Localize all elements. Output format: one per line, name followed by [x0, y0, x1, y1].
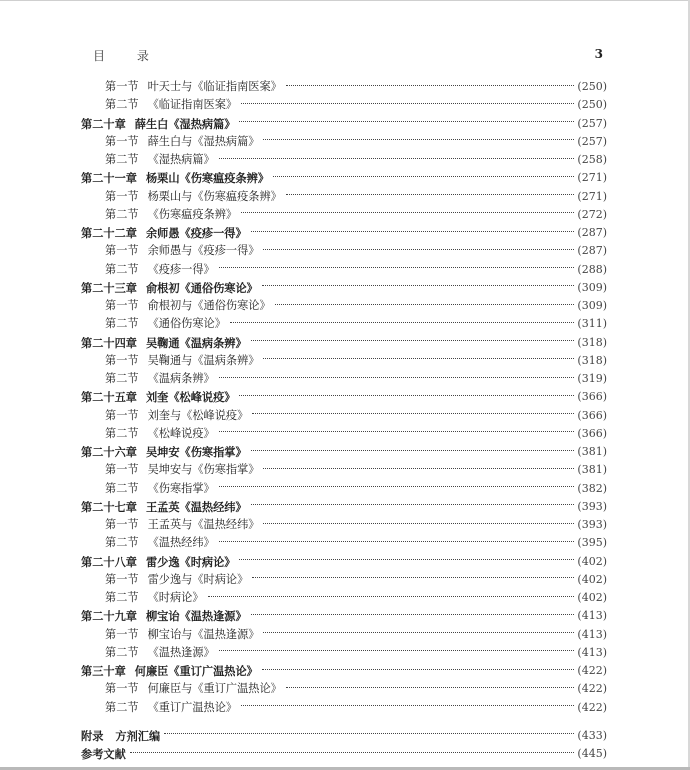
entry-title: 叶天士与《临证指南医案》 [147, 80, 282, 94]
dot-leader [251, 614, 575, 615]
entry-page-number: (250) [577, 98, 607, 112]
toc-section-entry[interactable] [81, 297, 607, 315]
entry-page-number: (395) [577, 536, 607, 550]
entry-number: 第一节 [105, 682, 139, 696]
entry-title: 《疫疹一得》 [147, 262, 215, 276]
entry-number: 第一节 [105, 299, 139, 313]
entry-number: 第一节 [105, 572, 139, 586]
entry-page-number: (393) [577, 499, 607, 513]
entry-page-number: (422) [577, 664, 607, 678]
entry-page-number: (271) [577, 171, 607, 185]
entry-number: 第一节 [105, 189, 139, 203]
dot-leader [273, 176, 574, 177]
entry-number: 第二十四章 [81, 335, 137, 350]
dot-leader [263, 358, 574, 359]
dot-leader [219, 158, 575, 159]
toc-section-entry[interactable] [81, 480, 607, 498]
entry-title: 刘奎与《松峰说疫》 [147, 408, 249, 422]
entry-page-number: (319) [577, 372, 607, 386]
toc-section-entry[interactable] [81, 315, 607, 333]
entry-number: 附录 [81, 728, 104, 743]
entry-page-number: (318) [577, 353, 607, 367]
toc-appendix-entry[interactable] [81, 745, 607, 763]
entry-page-number: (402) [577, 572, 607, 586]
dot-leader [252, 577, 574, 578]
entry-number: 第一节 [105, 463, 139, 477]
entry-number: 第二节 [105, 700, 139, 714]
toc-section-entry[interactable] [81, 644, 607, 662]
entry-page-number: (366) [577, 408, 607, 422]
entry-title: 《温病条辨》 [147, 372, 215, 386]
toc-section-entry[interactable] [81, 571, 607, 589]
entry-page-number: (402) [577, 591, 607, 605]
toc-section-entry[interactable] [81, 699, 607, 717]
entry-page-number: (309) [577, 280, 607, 294]
entry-number: 第二十九章 [81, 609, 137, 624]
entry-number: 第二节 [105, 426, 139, 440]
entry-page-number: (287) [577, 226, 607, 240]
entry-title: 《湿热病篇》 [147, 153, 215, 167]
toc-section-entry[interactable] [81, 78, 607, 96]
entry-page-number: (402) [577, 554, 607, 568]
entry-page-number: (413) [577, 627, 607, 641]
dot-leader [251, 504, 575, 505]
entry-page-number: (381) [577, 463, 607, 477]
toc-section-entry[interactable] [81, 461, 607, 479]
entry-number: 第一节 [105, 627, 139, 641]
page-number: 3 [594, 47, 603, 61]
toc-chapter-entry[interactable] [81, 169, 607, 187]
dot-leader [263, 139, 574, 140]
table-of-contents [81, 78, 607, 763]
toc-chapter-entry[interactable] [81, 279, 607, 297]
toc-chapter-entry[interactable] [81, 553, 607, 571]
entry-title: 方剂汇编 [115, 728, 161, 743]
entry-title: 杨栗山《伤寒瘟疫条辨》 [145, 171, 270, 186]
entry-page-number: (366) [577, 426, 607, 440]
dot-leader [219, 267, 575, 268]
entry-number: 第二十七章 [81, 499, 137, 514]
entry-title: 俞根初《通俗伤寒论》 [145, 280, 258, 295]
entry-number: 第二节 [105, 481, 139, 495]
dot-leader [251, 340, 575, 341]
entry-number: 第一节 [105, 80, 139, 94]
toc-section-entry[interactable] [81, 680, 607, 698]
dot-leader [164, 733, 574, 734]
entry-page-number: (382) [577, 481, 607, 495]
dot-leader [286, 85, 575, 86]
toc-appendix-entry[interactable] [81, 727, 607, 745]
entry-page-number: (422) [577, 682, 607, 696]
entry-title: 吴鞠通《温病条辨》 [145, 335, 247, 350]
dot-leader [241, 103, 574, 104]
entry-number: 参考文献 [81, 747, 126, 762]
toc-chapter-entry[interactable] [81, 662, 607, 680]
entry-number: 第二十六章 [81, 445, 137, 460]
entry-page-number: (381) [577, 445, 607, 459]
dot-leader [219, 486, 575, 487]
entry-number: 第一节 [105, 408, 139, 422]
entry-title: 柳宝诒《温热逢源》 [145, 609, 247, 624]
dot-leader [286, 194, 575, 195]
toc-section-entry[interactable] [81, 516, 607, 534]
entry-number: 第二节 [105, 645, 139, 659]
entry-number: 第二十五章 [81, 390, 137, 405]
toc-chapter-entry[interactable] [81, 224, 607, 242]
entry-page-number: (433) [577, 728, 607, 742]
entry-page-number: (250) [577, 80, 607, 94]
toc-section-entry[interactable] [81, 133, 607, 151]
dot-leader [239, 395, 574, 396]
entry-page-number: (422) [577, 700, 607, 714]
dot-leader [252, 413, 574, 414]
entry-number: 第一节 [105, 518, 139, 532]
dot-leader [239, 121, 574, 122]
entry-title: 《重订广温热论》 [147, 700, 238, 714]
toc-section-entry[interactable] [81, 261, 607, 279]
entry-number: 第二十一章 [81, 171, 137, 186]
toc-chapter-entry[interactable] [81, 498, 607, 516]
dot-leader [208, 596, 575, 597]
entry-page-number: (413) [577, 609, 607, 623]
entry-title: 俞根初与《通俗伤寒论》 [147, 299, 271, 313]
page-header [93, 47, 603, 63]
entry-title: 《伤寒指掌》 [147, 481, 215, 495]
dot-leader [263, 523, 574, 524]
entry-page-number: (366) [577, 390, 607, 404]
entry-number: 第一节 [105, 244, 139, 258]
entry-title: 余师愚《疫疹一得》 [145, 226, 247, 241]
entry-page-number: (257) [577, 116, 607, 130]
entry-title: 《通俗伤寒论》 [147, 317, 226, 331]
entry-title: 《时病论》 [147, 591, 204, 605]
entry-number: 第一节 [105, 353, 139, 367]
dot-leader [251, 231, 575, 232]
entry-page-number: (272) [577, 207, 607, 221]
dot-leader [219, 431, 575, 432]
entry-page-number: (271) [577, 189, 607, 203]
entry-number: 第二节 [105, 207, 139, 221]
dot-leader [130, 752, 575, 753]
entry-page-number: (445) [577, 747, 607, 761]
dot-leader [286, 687, 575, 688]
dot-leader [239, 559, 574, 560]
toc-chapter-entry[interactable] [81, 607, 607, 625]
entry-number: 第二节 [105, 317, 139, 331]
entry-number: 第二节 [105, 591, 139, 605]
toc-section-entry[interactable] [81, 151, 607, 169]
entry-page-number: (311) [577, 317, 607, 331]
toc-section-entry[interactable] [81, 96, 607, 114]
toc-chapter-entry[interactable] [81, 334, 607, 352]
entry-number: 第三十章 [81, 664, 126, 679]
toc-section-entry[interactable] [81, 626, 607, 644]
toc-chapter-entry[interactable] [81, 115, 607, 133]
dot-leader [262, 285, 575, 286]
entry-title: 王孟英《温热经纬》 [145, 499, 247, 514]
toc-section-entry[interactable] [81, 407, 607, 425]
entry-title: 柳宝诒与《温热逢源》 [147, 627, 260, 641]
entry-title: 余师愚与《疫疹一得》 [147, 244, 260, 258]
entry-number: 第二节 [105, 536, 139, 550]
toc-section-entry[interactable] [81, 370, 607, 388]
toc-section-entry[interactable] [81, 589, 607, 607]
dot-leader [275, 304, 575, 305]
running-title: 目 录 [93, 49, 163, 63]
toc-chapter-entry[interactable] [81, 443, 607, 461]
entry-page-number: (258) [577, 153, 607, 167]
dot-leader [241, 705, 574, 706]
entry-page-number: (288) [577, 262, 607, 276]
dot-leader [230, 322, 575, 323]
entry-title: 雷少逸与《时病论》 [147, 572, 249, 586]
toc-section-entry[interactable] [81, 534, 607, 552]
dot-leader [241, 212, 574, 213]
entry-title: 杨栗山与《伤寒瘟疫条辨》 [147, 189, 282, 203]
dot-leader [262, 669, 575, 670]
entry-title: 吴坤安与《伤寒指掌》 [147, 463, 260, 477]
dot-leader [219, 541, 575, 542]
entry-number: 第二十三章 [81, 280, 137, 295]
entry-title: 《温热逢源》 [147, 645, 215, 659]
entry-title: 薛生白与《湿热病篇》 [147, 134, 260, 148]
entry-title: 王孟英与《温热经纬》 [147, 518, 260, 532]
entry-title: 何廉臣与《重订广温热论》 [147, 682, 282, 696]
toc-section-entry[interactable] [81, 206, 607, 224]
toc-section-entry[interactable] [81, 188, 607, 206]
entry-number: 第二节 [105, 262, 139, 276]
entry-number: 第二节 [105, 372, 139, 386]
entry-number: 第二十八章 [81, 554, 137, 569]
toc-chapter-entry[interactable] [81, 388, 607, 406]
dot-leader [263, 632, 574, 633]
dot-leader [219, 650, 575, 651]
entry-title: 吴坤安《伤寒指掌》 [145, 445, 247, 460]
entry-page-number: (257) [577, 134, 607, 148]
dot-leader [251, 450, 575, 451]
entry-title: 薛生白《湿热病篇》 [134, 116, 236, 131]
dot-leader [219, 377, 575, 378]
entry-title: 何廉臣《重订广温热论》 [134, 664, 258, 679]
entry-number: 第二十章 [81, 116, 126, 131]
entry-page-number: (287) [577, 244, 607, 258]
entry-page-number: (393) [577, 518, 607, 532]
entry-number: 第二节 [105, 153, 139, 167]
entry-number: 第二十二章 [81, 226, 137, 241]
page-top-border [0, 0, 690, 1]
entry-page-number: (413) [577, 645, 607, 659]
entry-page-number: (318) [577, 335, 607, 349]
toc-section-entry[interactable] [81, 352, 607, 370]
entry-title: 《温热经纬》 [147, 536, 215, 550]
entry-title: 刘奎《松峰说疫》 [145, 390, 236, 405]
entry-title: 《临证指南医案》 [147, 98, 238, 112]
entry-number: 第一节 [105, 134, 139, 148]
toc-section-entry[interactable] [81, 425, 607, 443]
toc-section-entry[interactable] [81, 242, 607, 260]
dot-leader [263, 468, 574, 469]
entry-title: 吴鞠通与《温病条辨》 [147, 353, 260, 367]
entry-title: 雷少逸《时病论》 [145, 554, 236, 569]
entry-number: 第二节 [105, 98, 139, 112]
entry-title: 《伤寒瘟疫条辨》 [147, 207, 238, 221]
entry-page-number: (309) [577, 299, 607, 313]
entry-title: 《松峰说疫》 [147, 426, 215, 440]
dot-leader [263, 249, 574, 250]
